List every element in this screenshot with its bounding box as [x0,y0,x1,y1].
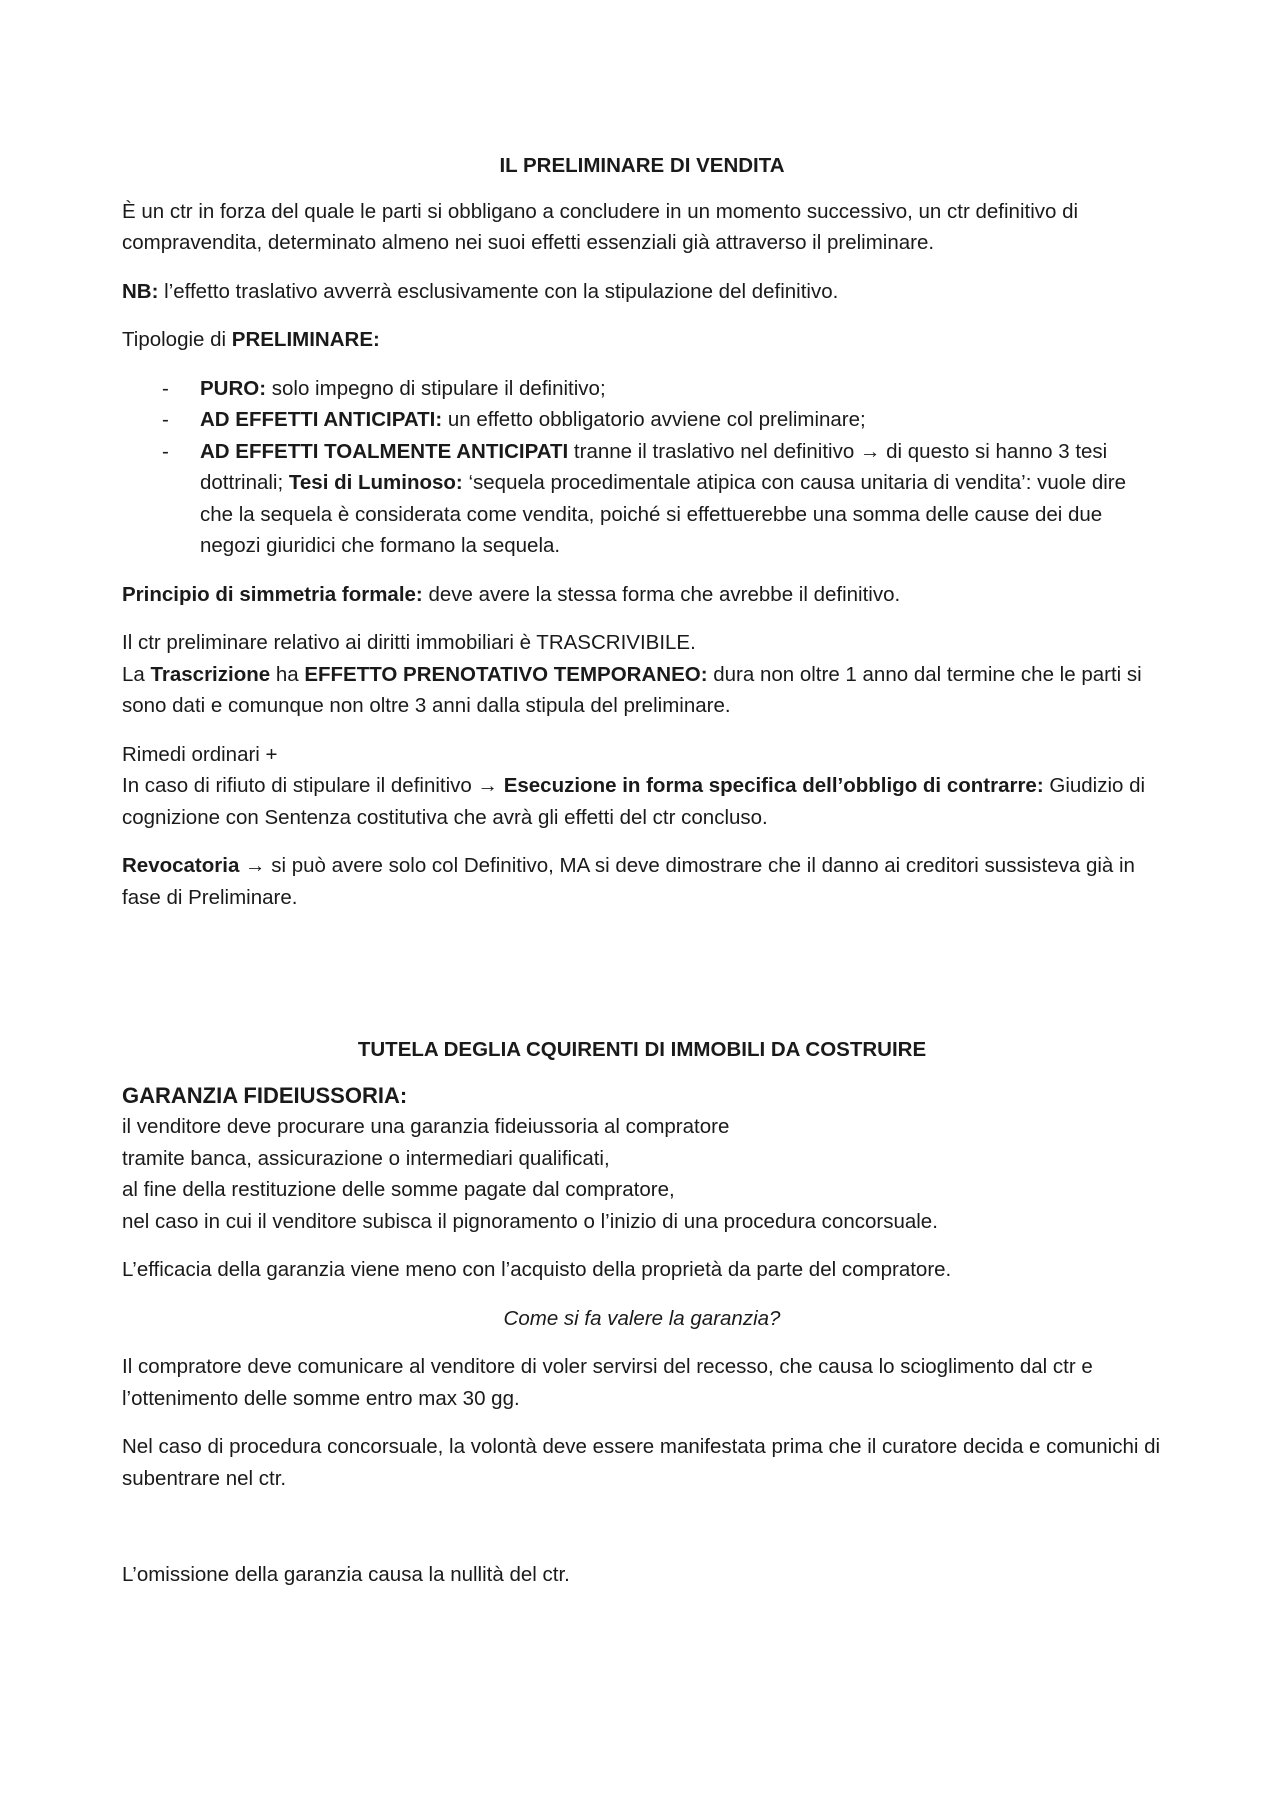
simmetria-text: deve avere la stessa forma che avrebbe il definitivo. [422,582,901,606]
garanzia-line: il venditore deve procurare una garanzia fideiussoria al compratore [122,1115,730,1138]
type-text: tranne il traslativo nel definitivo → di questo si hanno 3 tesi dottrinali; [200,439,1108,494]
type-text-luminoso: ‘sequela procedimentale atipica con causa unitaria di vendita’: vuole dire che la sequela è considerata come vendita, poiché si effettuerebbe una somma delle cause dei due negozi giuridici che formano la sequela. [200,471,1127,557]
section-title-preliminare: IL PRELIMINARE DI VENDITA [499,154,785,177]
paragraph-revocatoria [122,850,1162,913]
type-text: un effetto obbligatorio avviene col preliminare; [442,408,866,431]
section-title-tutela: TUTELA DEGLIA CQUIRENTI DI IMMOBILI DA COSTRUIRE [357,1038,927,1061]
tipologie-prefix: Tipologie di [122,328,232,351]
paragraph-concorsuale: Nel caso di procedura concorsuale, la volontà deve essere manifestata prima che il curatore decida e comunichi di subentrare nel ctr. [122,1435,1161,1490]
type-bold-luminoso: Tesi di Luminoso: [288,471,463,494]
garanzia-line: al fine della restituzione delle somme pagate dal compratore, [122,1178,675,1201]
list-item [122,404,1162,436]
question-line: Come si fa valere la garanzia? [503,1306,781,1330]
garanzia-heading: GARANZIA FIDEIUSSORIA: [122,1082,408,1108]
tipologie-bold: PRELIMINARE: [231,328,380,351]
list-item [122,436,1162,562]
dash-bullet: - [162,376,169,400]
trascr-bold2: EFFETTO PRENOTATIVO TEMPORANEO: [304,662,708,686]
garanzia-line: nel caso in cui il venditore subisca il pignoramento o l’inizio di una procedura concorsuale. [122,1209,938,1233]
paragraph-tipologie [122,324,1162,356]
trascr-bold1: Trascrizione [150,662,271,686]
nb-label: NB: [122,279,159,303]
paragraph-omissione: L’omissione della garanzia causa la nullità del ctr. [122,1563,570,1586]
dash-bullet: - [162,439,169,463]
dash-bullet: - [162,408,169,431]
trascr-line1: Il ctr preliminare relativo ai diritti immobiliari è TRASCRIVIBILE. [122,631,696,654]
list-item [122,373,1162,405]
paragraph-rimedi [122,739,1162,834]
rimedi-line1: Rimedi ordinari + [122,742,278,766]
rimedi-text: Giudizio di cognizione con Sentenza costitutiva che avrà gli effetti del ctr concluso. [122,774,1146,829]
revoc-bold: Revocatoria → [122,854,266,877]
paragraph-simmetria [122,579,1162,611]
paragraph-recesso: Il compratore deve comunicare al venditore di voler servirsi del recesso, che causa lo scioglimento dal ctr e l’ottenimento delle somme entro max 30 gg. [122,1355,1093,1410]
type-text: solo impegno di stipulare il definitivo; [266,376,606,400]
types-list [122,373,1162,562]
garanzia-line: tramite banca, assicurazione o intermediari qualificati, [122,1146,610,1170]
nb-text: l’effetto traslativo avverrà esclusivamente con la stipulazione del definitivo. [158,279,839,303]
simmetria-bold: Principio di simmetria formale: [122,582,423,606]
paragraph-efficacia: L’efficacia della garanzia viene meno con l’acquisto della proprietà da parte del compratore. [122,1258,952,1281]
paragraph-trascrizione [122,627,1162,722]
trascr-ha: ha [270,662,305,686]
type-bold: PURO: [200,376,267,400]
paragraph-intro: È un ctr in forza del quale le parti si obbligano a concludere in un momento successivo, un ctr definitivo di compravendita, determinato almeno nei suoi effetti essenziali già attraverso il preliminare. [122,199,1079,254]
revoc-text: si può avere solo col Definitivo, MA si deve dimostrare che il danno ai creditori sussisteva già in fase di Preliminare. [122,854,1135,909]
rimedi-prefix: In caso di rifiuto di stipulare il definitivo [122,774,478,797]
trascr-text: dura non oltre 1 anno dal termine che le parti si sono dati e comunque non oltre 3 anni dalla stipula del preliminare. [122,662,1142,717]
document-page [122,150,1162,1608]
paragraph-garanzia [122,1111,1162,1237]
trascr-la: La [122,662,151,686]
rimedi-bold: → Esecuzione in forma specifica dell’obbligo di contrarre: [477,774,1044,797]
type-bold: AD EFFETTI ANTICIPATI: [200,408,443,431]
section-spacer [122,930,1162,1034]
paragraph-nb [122,276,1162,308]
section-spacer [122,1511,1162,1559]
type-bold: AD EFFETTI TOALMENTE ANTICIPATI [200,439,569,463]
